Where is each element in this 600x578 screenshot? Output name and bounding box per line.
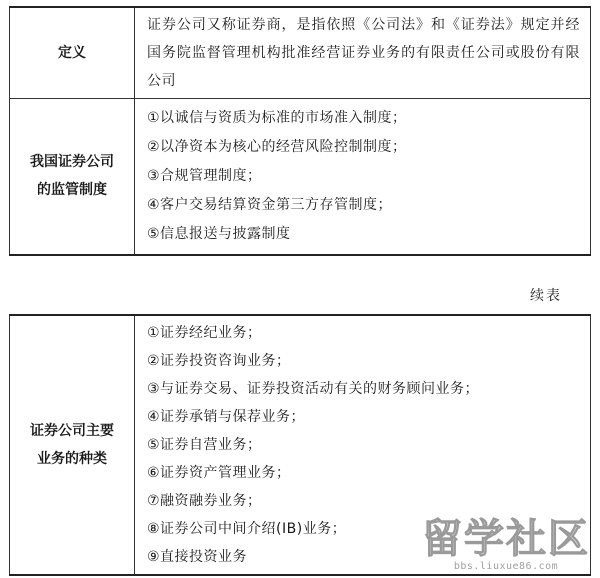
continued-label: 续表 (530, 288, 562, 304)
row-label-line: 证券公司主要 (30, 423, 114, 439)
list-item: ⑤证券自营业务； (147, 437, 262, 453)
row-label-definition (10, 7, 135, 99)
watermark (422, 517, 590, 572)
row-label-regulation (10, 99, 135, 255)
list-item: ⑨直接投资业务 (147, 549, 248, 565)
row-label-business (10, 315, 135, 575)
row-label-line: 我国证券公司 (30, 154, 114, 171)
list-item: ⑧证券公司中间介绍(IB)业务； (147, 521, 347, 537)
regulation-list (135, 99, 591, 255)
watermark-url: bbs.liuxue86.com (453, 561, 559, 572)
list-item: ①证券经纪业务； (147, 325, 262, 341)
definition-cell (135, 7, 591, 99)
list-item: ②以净资本为核心的经营风险控制制度； (147, 138, 407, 155)
definition-text: 证券公司又称证券商，是指依照《公司法》和《证券法》规定并经国务院监督管理机构批准经营证券业务的有限责任公司或股份有限公司 (147, 17, 580, 89)
list-item: ③合规管理制度； (147, 167, 262, 184)
table-row-definition (10, 7, 591, 99)
definition-table (9, 6, 591, 256)
list-item: ⑤信息报送与披露制度 (147, 225, 291, 242)
list-item: ③与证券交易、证券投资活动有关的财务顾问业务； (147, 381, 480, 397)
row-label-line: 的监管制度 (37, 182, 107, 199)
table-row-regulation (10, 99, 591, 255)
row-label-text: 定义 (58, 45, 86, 61)
watermark-title: 留学社区 (422, 516, 590, 562)
list-item: ②证券投资咨询业务； (147, 353, 291, 369)
list-item: ⑦融资融券业务； (147, 493, 262, 509)
list-item: ④证券承销与保荐业务； (147, 409, 306, 425)
list-item: ④客户交易结算资金第三方存管制度； (147, 196, 393, 213)
list-item: ①以诚信与资质为标准的市场准入制度； (147, 109, 407, 126)
list-item: ⑥证券资产管理业务； (147, 465, 291, 481)
row-label-line: 业务的种类 (37, 451, 107, 467)
